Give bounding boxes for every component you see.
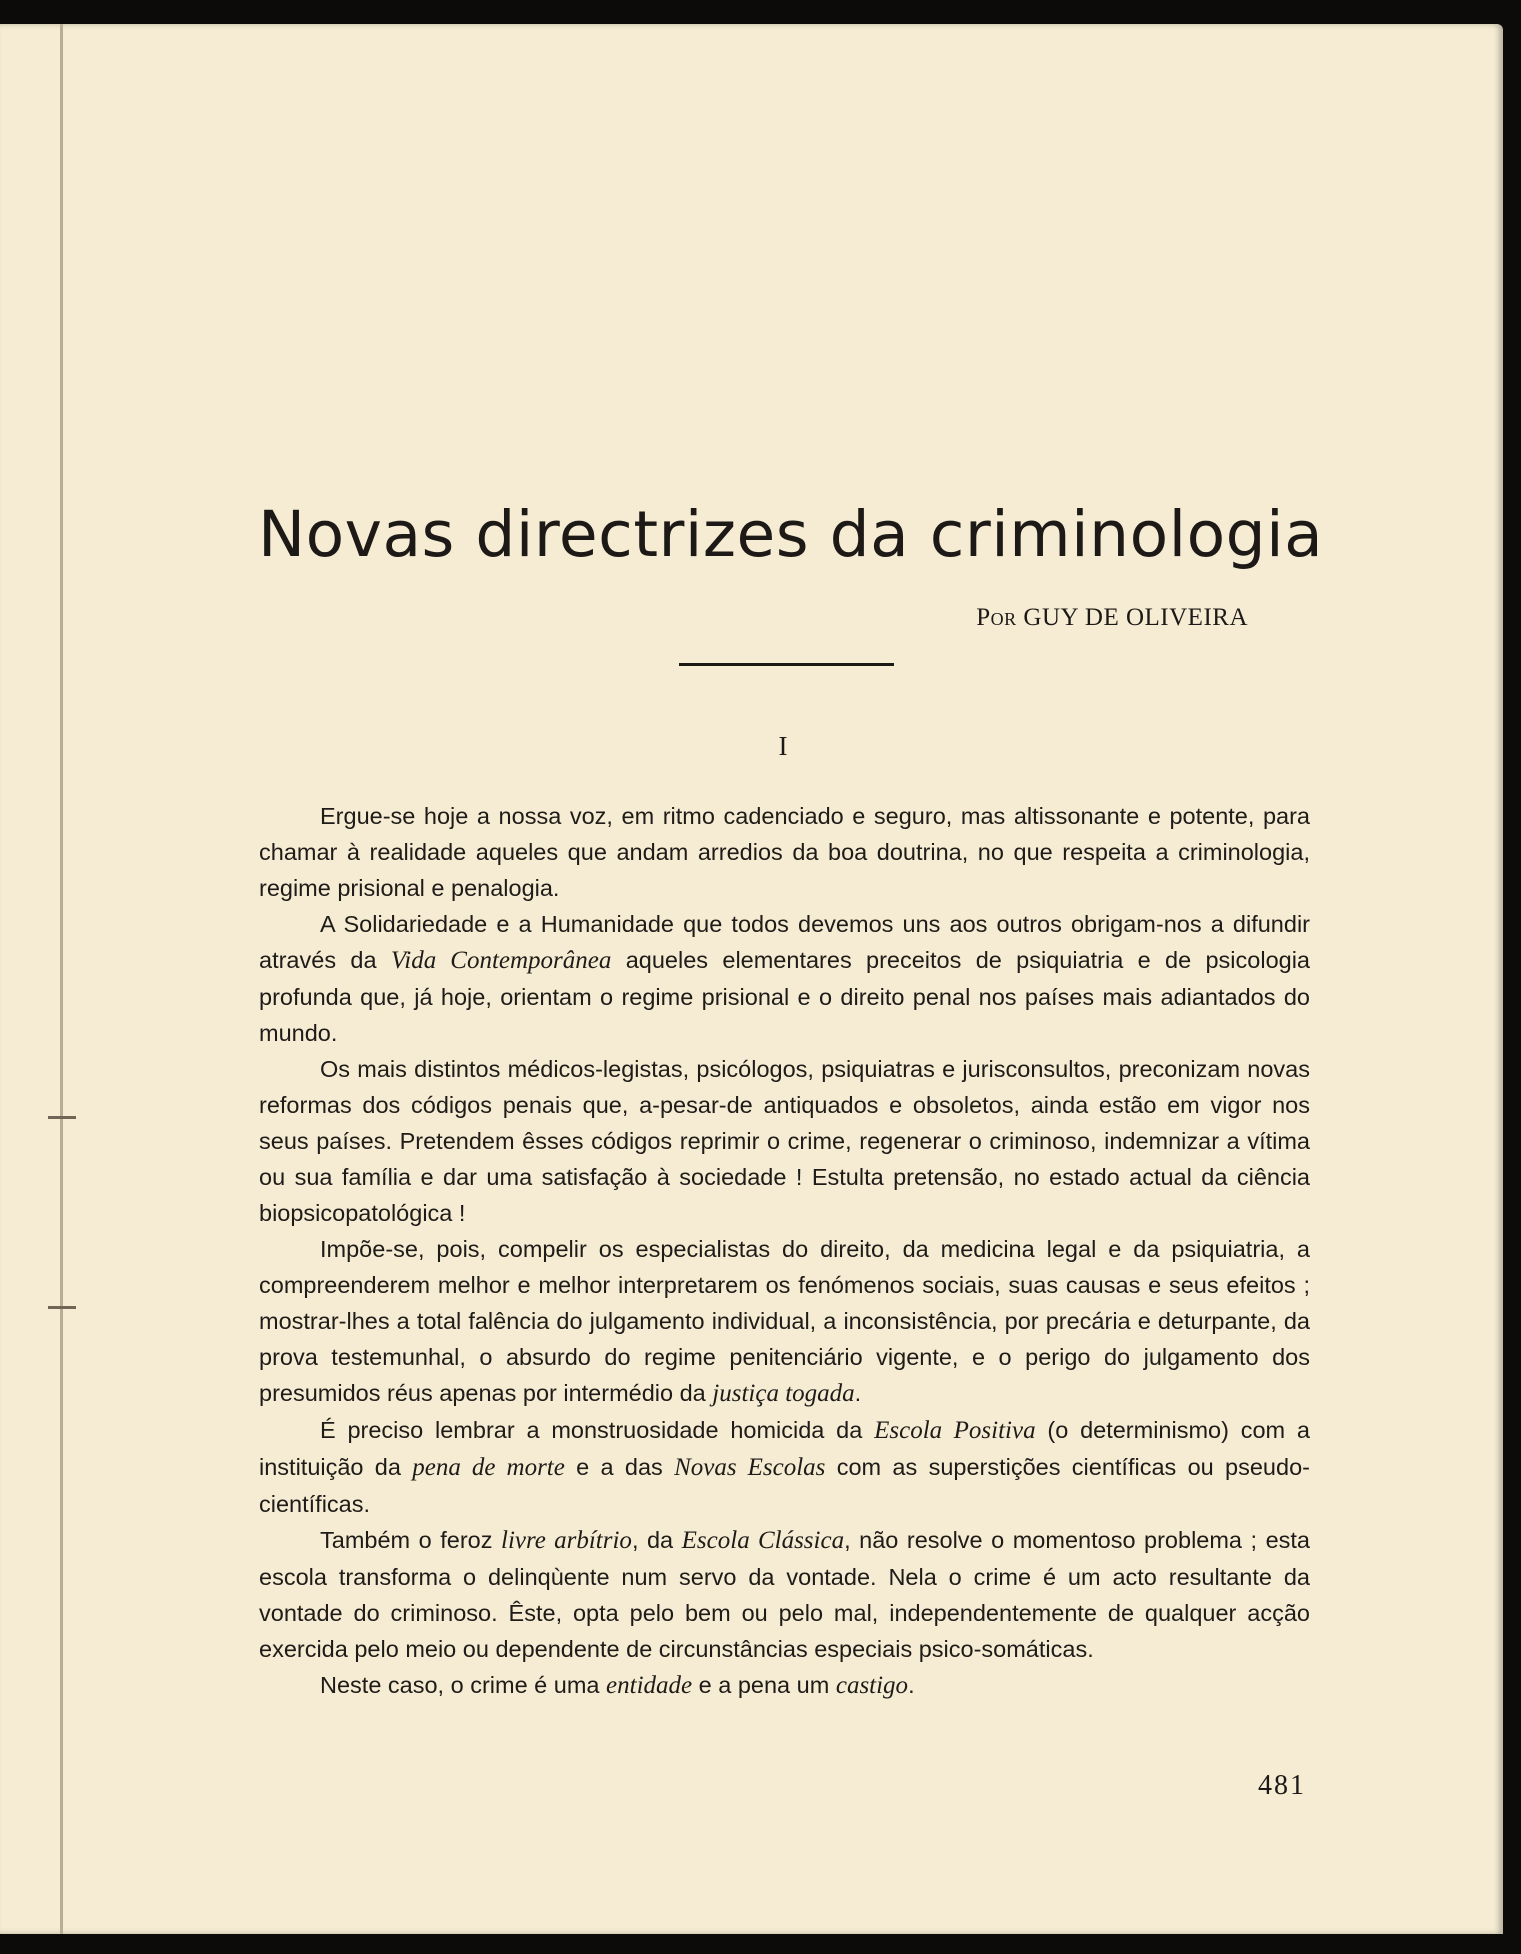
spine-mark <box>48 1306 76 1309</box>
paragraph-text: , da <box>631 1527 682 1553</box>
spine-mark <box>48 1116 76 1119</box>
emphasis-text: Vida Contemporânea <box>390 947 612 974</box>
emphasis-text: Escola Positiva <box>874 1417 1036 1444</box>
paragraph-text: e a das <box>564 1454 675 1480</box>
paragraph-text: . <box>854 1380 862 1406</box>
paragraph <box>259 906 1310 1051</box>
paragraph <box>259 1231 1310 1412</box>
paragraph-text: Neste caso, o crime é uma <box>320 1672 607 1698</box>
paragraph-text: Também o feroz <box>320 1527 501 1553</box>
byline-prefix: Por <box>976 604 1017 631</box>
paragraph <box>259 1667 1310 1704</box>
book-page <box>0 24 1503 1934</box>
emphasis-text: pena de morte <box>412 1454 565 1481</box>
paragraph <box>259 1051 1310 1231</box>
emphasis-text: castigo <box>835 1672 909 1699</box>
emphasis-text: Novas Escolas <box>674 1454 826 1481</box>
paragraph-text: Ergue-se hoje a nossa voz, em ritmo cadenciado e seguro, mas altissonante e potente, para chamar à realidade aqueles que andam arredios da boa doutrina, no que respeita a criminologia, regime prisional e penalogia. <box>259 803 1310 901</box>
paragraph-text: É preciso lembrar a monstruosidade homicida da <box>320 1417 875 1443</box>
emphasis-text: Escola Clássica <box>681 1527 845 1554</box>
page-number: 481 <box>1258 1770 1306 1801</box>
emphasis-text: justiça togada <box>712 1380 855 1407</box>
paragraph-text: (o determinismo) com a instituição da <box>259 1417 1310 1480</box>
article-title: Novas directrizes da criminologia <box>258 498 1324 571</box>
paragraph-text: Os mais distintos médicos-legistas, psicólogos, psiquiatras e jurisconsultos, preconizam novas reformas dos códigos penais que, a-pesar-de antiquados e obsoletos, ainda estão em vigor nos seus países. Pretendem êsses códigos reprimir o crime, regenerar o criminoso, indemnizar a vítima ou sua família e dar uma satisfação à sociedade ! Estulta pretensão, no estado actual da ciência biopsicopatológica ! <box>259 1056 1310 1226</box>
article-body <box>259 798 1310 1704</box>
paragraph-text: e a pena um <box>692 1672 836 1698</box>
page-spine <box>60 24 63 1934</box>
title-divider <box>679 663 894 666</box>
paragraph-text: , não resolve o momentoso problema ; esta escola transforma o delinqùente num servo da vontade. Nela o crime é um acto resultante da vontade do criminoso. Êste, opta pelo bem ou pelo mal, independentemente de qualquer acção exercida pelo meio ou dependente de circunstâncias especiais psico-somáticas. <box>259 1527 1311 1662</box>
emphasis-text: entidade <box>606 1672 693 1699</box>
paragraph-text: . <box>908 1672 915 1698</box>
paragraph-text: Impõe-se, pois, compelir os especialistas do direito, da medicina legal e da psiquiatria, a compreenderem melhor e melhor interpretarem os fenómenos sociais, suas causas e seus efeitos ; mostrar-lhes a total falência do julgamento individual, a inconsistência, por precária e deturpante, da prova testemunhal, o absurdo do regime penitenciário vigente, e o perigo do julgamento dos presumidos réus apenas por intermédio da <box>259 1236 1310 1406</box>
paragraph-text: com as superstições científicas ou pseudo-científicas. <box>259 1454 1310 1517</box>
byline <box>976 604 1248 632</box>
paragraph-text: aqueles elementares preceitos de psiquiatria e de psicologia profunda que, já hoje, orientam o regime prisional e o direito penal nos países mais adiantados do mundo. <box>259 947 1310 1046</box>
section-number: I <box>778 731 788 761</box>
paragraph <box>259 1412 1310 1522</box>
paragraph-text: A Solidariedade e a Humanidade que todos devemos uns aos outros obrigam-nos a difundir através da <box>259 911 1310 973</box>
byline-author: GUY DE OLIVEIRA <box>1023 604 1248 631</box>
paragraph <box>259 798 1310 906</box>
emphasis-text: livre arbítrio <box>501 1527 632 1554</box>
paragraph <box>259 1522 1310 1667</box>
